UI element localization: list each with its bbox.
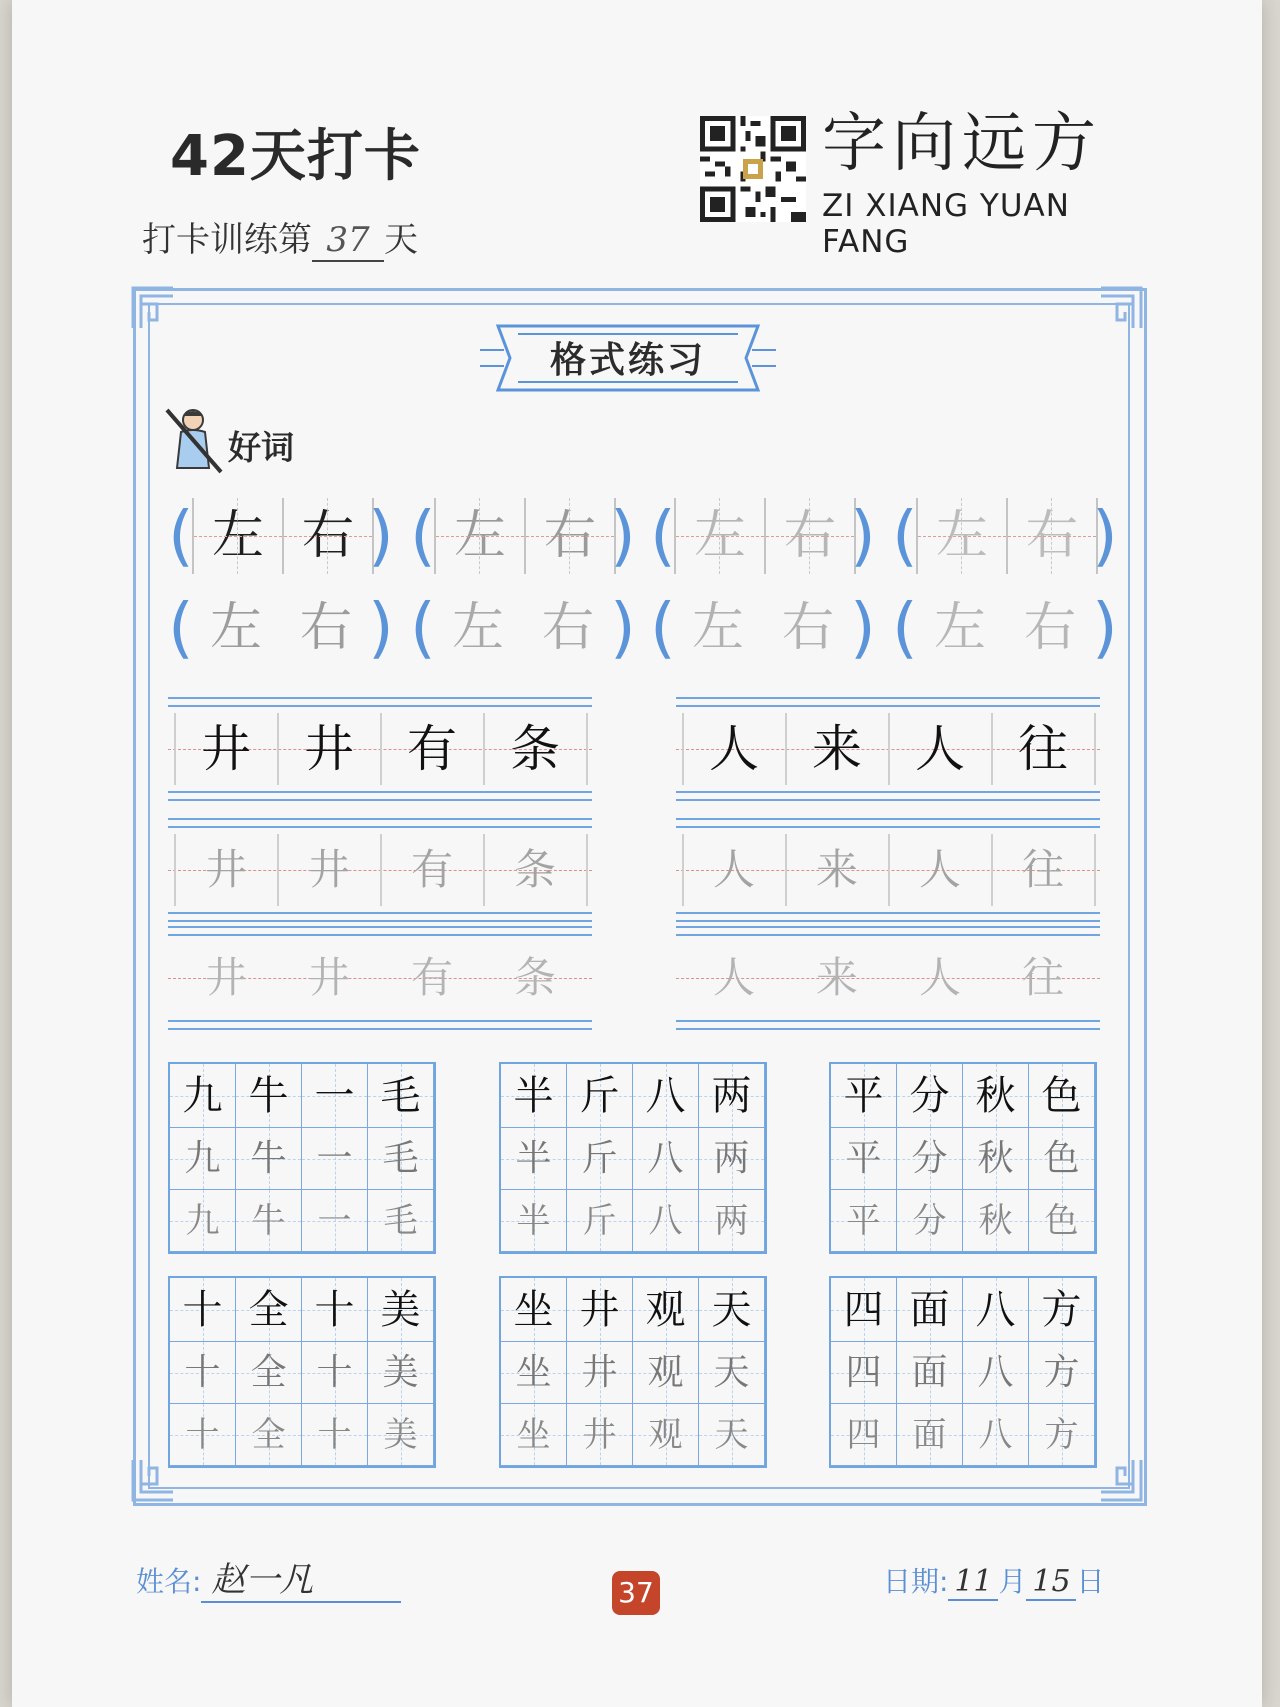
grid-cell bbox=[236, 1278, 302, 1342]
idiom-cell-divider bbox=[277, 834, 279, 906]
grid-char: 八 bbox=[975, 1287, 1016, 1333]
bracket-word bbox=[410, 589, 636, 670]
bracket-word bbox=[168, 589, 394, 670]
bracket-char: 右 bbox=[282, 498, 374, 574]
idiom-char: 有 bbox=[410, 953, 453, 1002]
idiom-char: 往 bbox=[1018, 720, 1068, 778]
idiom-cell-divider bbox=[991, 834, 993, 906]
idiom-cell-divider bbox=[174, 834, 176, 906]
grid-char: 天 bbox=[714, 1415, 749, 1455]
grid-cell bbox=[897, 1190, 963, 1252]
grid-char: 面 bbox=[911, 1352, 948, 1393]
grid-char: 两 bbox=[714, 1201, 749, 1241]
bracket-char: 右 bbox=[1006, 498, 1098, 574]
grid-cell bbox=[1029, 1190, 1095, 1252]
idiom-cell-divider bbox=[682, 713, 684, 785]
grid-char: 九 bbox=[182, 1073, 223, 1119]
grid-char: 分 bbox=[911, 1138, 948, 1179]
grid-cell bbox=[831, 1128, 897, 1190]
bracket-word bbox=[892, 589, 1118, 670]
grid-cell bbox=[699, 1278, 765, 1342]
grid-cell bbox=[963, 1128, 1029, 1190]
idiom-cell-divider bbox=[785, 834, 787, 906]
day-label: 日 bbox=[1076, 1565, 1105, 1598]
grid-cell bbox=[633, 1404, 699, 1466]
grid-cell bbox=[302, 1128, 368, 1190]
idiom-char: 井 bbox=[307, 845, 350, 894]
grid-cell bbox=[368, 1128, 434, 1190]
bracket-char: 右 bbox=[524, 498, 616, 574]
grid-char: 半 bbox=[513, 1073, 554, 1119]
grid-cell bbox=[368, 1404, 434, 1466]
idiom-cell-divider bbox=[1094, 834, 1096, 906]
idiom-cell-divider bbox=[682, 834, 684, 906]
grid-cell bbox=[699, 1128, 765, 1190]
grid-cell bbox=[1029, 1342, 1095, 1404]
grid-char: 八 bbox=[647, 1138, 684, 1179]
idiom-cell-divider bbox=[888, 834, 890, 906]
grid-cell bbox=[963, 1064, 1029, 1128]
close-paren: ) bbox=[850, 497, 876, 574]
grid-cell bbox=[633, 1190, 699, 1252]
grid-char: 全 bbox=[251, 1415, 286, 1455]
grid-char: 一 bbox=[317, 1201, 352, 1241]
idiom-cell-divider bbox=[991, 713, 993, 785]
grid-char: 十 bbox=[182, 1287, 223, 1333]
grid-cell bbox=[567, 1128, 633, 1190]
grid-char: 秋 bbox=[977, 1138, 1014, 1179]
grid-char: 半 bbox=[515, 1138, 552, 1179]
subheading-good-words: 好词 bbox=[228, 428, 294, 467]
grid-char: 九 bbox=[185, 1201, 220, 1241]
idiom-cell-divider bbox=[888, 713, 890, 785]
grid-cell bbox=[963, 1342, 1029, 1404]
bracket-char: 左 bbox=[434, 498, 526, 574]
grid-char: 九 bbox=[184, 1138, 221, 1179]
grid-cell bbox=[501, 1064, 567, 1128]
open-paren: ( bbox=[410, 497, 436, 574]
day-counter bbox=[142, 212, 418, 262]
grid-cell bbox=[633, 1128, 699, 1190]
grid-char: 秋 bbox=[975, 1073, 1016, 1119]
character-grid bbox=[829, 1276, 1097, 1468]
grid-char: 面 bbox=[909, 1287, 950, 1333]
bracket-char: 左 bbox=[691, 598, 744, 658]
grid-cell bbox=[302, 1342, 368, 1404]
idiom-char: 有 bbox=[407, 720, 457, 778]
idiom-char: 来 bbox=[815, 845, 858, 894]
character-grid bbox=[499, 1276, 767, 1468]
page-number-badge: 37 bbox=[612, 1571, 660, 1615]
grid-cell bbox=[831, 1064, 897, 1128]
brand-logo bbox=[822, 102, 1152, 260]
grid-char: 牛 bbox=[248, 1073, 289, 1119]
grid-char: 八 bbox=[645, 1073, 686, 1119]
idiom-cell-divider bbox=[483, 834, 485, 906]
open-paren: ( bbox=[168, 589, 194, 666]
grid-char: 美 bbox=[380, 1287, 421, 1333]
idiom-char: 人 bbox=[709, 720, 759, 778]
idiom-char: 往 bbox=[1021, 845, 1064, 894]
grid-cell bbox=[236, 1190, 302, 1252]
grid-char: 全 bbox=[248, 1287, 289, 1333]
open-paren: ( bbox=[892, 497, 918, 574]
grid-cell bbox=[170, 1128, 236, 1190]
section-title: 格式练习 bbox=[549, 340, 706, 381]
grid-char: 坐 bbox=[513, 1287, 554, 1333]
idiom-char: 井 bbox=[201, 720, 251, 778]
grid-cell bbox=[236, 1404, 302, 1466]
grid-cell bbox=[236, 1064, 302, 1128]
grid-char: 十 bbox=[317, 1415, 352, 1455]
grid-char: 八 bbox=[977, 1352, 1014, 1393]
grid-char: 方 bbox=[1041, 1287, 1082, 1333]
grid-char: 方 bbox=[1043, 1352, 1080, 1393]
grid-char: 色 bbox=[1043, 1138, 1080, 1179]
grid-char: 平 bbox=[845, 1138, 882, 1179]
grid-char: 全 bbox=[250, 1352, 287, 1393]
grid-cell bbox=[501, 1128, 567, 1190]
grid-char: 两 bbox=[713, 1138, 750, 1179]
close-paren: ) bbox=[610, 497, 636, 574]
grid-char: 秋 bbox=[978, 1201, 1013, 1241]
grid-cell bbox=[302, 1278, 368, 1342]
grid-char: 色 bbox=[1041, 1073, 1082, 1119]
idiom-char: 人 bbox=[918, 953, 961, 1002]
grid-cell bbox=[567, 1064, 633, 1128]
close-paren: ) bbox=[610, 589, 636, 666]
grid-cell bbox=[170, 1404, 236, 1466]
grid-cell bbox=[963, 1190, 1029, 1252]
grid-cell bbox=[368, 1064, 434, 1128]
grid-cell bbox=[501, 1404, 567, 1466]
grid-char: 分 bbox=[909, 1073, 950, 1119]
grid-char: 美 bbox=[383, 1415, 418, 1455]
date-label: 日期: bbox=[883, 1565, 949, 1598]
grid-cell bbox=[170, 1064, 236, 1128]
grid-cell bbox=[897, 1404, 963, 1466]
calligrapher-figure-icon bbox=[163, 406, 225, 476]
idiom-cell-divider bbox=[380, 713, 382, 785]
corner-ornament-icon bbox=[1099, 286, 1143, 330]
idiom-cell-divider bbox=[785, 713, 787, 785]
grid-cell bbox=[897, 1342, 963, 1404]
grid-cell bbox=[170, 1342, 236, 1404]
grid-cell bbox=[236, 1128, 302, 1190]
bracket-char: 左 bbox=[916, 498, 1008, 574]
name-label: 姓名: bbox=[136, 1565, 202, 1598]
grid-char: 一 bbox=[314, 1073, 355, 1119]
idiom-row bbox=[676, 705, 1100, 793]
idiom-char: 条 bbox=[510, 720, 560, 778]
grid-cell bbox=[699, 1404, 765, 1466]
idiom-char: 人 bbox=[712, 845, 755, 894]
idiom-cell-divider bbox=[174, 713, 176, 785]
grid-char: 坐 bbox=[515, 1352, 552, 1393]
grid-cell bbox=[567, 1342, 633, 1404]
grid-cell bbox=[501, 1278, 567, 1342]
grid-char: 斤 bbox=[579, 1073, 620, 1119]
page-title: 42天打卡 bbox=[170, 124, 421, 189]
bracket-char: 右 bbox=[764, 498, 856, 574]
grid-char: 四 bbox=[846, 1415, 881, 1455]
grid-cell bbox=[831, 1404, 897, 1466]
close-paren: ) bbox=[1092, 497, 1118, 574]
idiom-cell-divider bbox=[483, 713, 485, 785]
grid-cell bbox=[567, 1278, 633, 1342]
bracket-word bbox=[892, 497, 1118, 578]
idiom-char: 井 bbox=[204, 953, 247, 1002]
grid-cell bbox=[1029, 1278, 1095, 1342]
idiom-row bbox=[168, 934, 592, 1022]
idiom-cell-divider bbox=[1094, 713, 1096, 785]
idiom-char: 条 bbox=[513, 845, 556, 894]
grid-char: 四 bbox=[843, 1287, 884, 1333]
bracket-char: 左 bbox=[209, 598, 262, 658]
grid-char: 十 bbox=[314, 1287, 355, 1333]
bracket-char: 左 bbox=[192, 498, 284, 574]
grid-char: 井 bbox=[581, 1352, 618, 1393]
grid-cell bbox=[633, 1342, 699, 1404]
grid-char: 牛 bbox=[251, 1201, 286, 1241]
idiom-char: 条 bbox=[513, 953, 556, 1002]
open-paren: ( bbox=[650, 497, 676, 574]
idiom-char: 有 bbox=[410, 845, 453, 894]
grid-cell bbox=[831, 1190, 897, 1252]
grid-char: 观 bbox=[645, 1287, 686, 1333]
idiom-cell-divider bbox=[277, 713, 279, 785]
grid-cell bbox=[302, 1064, 368, 1128]
grid-cell bbox=[1029, 1128, 1095, 1190]
grid-cell bbox=[831, 1278, 897, 1342]
idiom-char: 井 bbox=[307, 953, 350, 1002]
grid-cell bbox=[170, 1190, 236, 1252]
idiom-cell-divider bbox=[586, 713, 588, 785]
grid-char: 观 bbox=[647, 1352, 684, 1393]
idiom-row bbox=[676, 934, 1100, 1022]
close-paren: ) bbox=[850, 589, 876, 666]
grid-cell bbox=[699, 1064, 765, 1128]
idiom-char: 井 bbox=[204, 845, 247, 894]
grid-cell bbox=[368, 1278, 434, 1342]
name-value: 赵一凡 bbox=[201, 1552, 401, 1603]
date-day: 15 bbox=[1026, 1564, 1076, 1601]
grid-char: 平 bbox=[846, 1201, 881, 1241]
name-field bbox=[136, 1552, 401, 1603]
grid-char: 斤 bbox=[581, 1138, 618, 1179]
grid-char: 坐 bbox=[516, 1415, 551, 1455]
brand-name-cn: 字向远方 bbox=[822, 107, 1102, 181]
bracket-char: 右 bbox=[1023, 598, 1076, 658]
grid-cell bbox=[501, 1342, 567, 1404]
idiom-char: 来 bbox=[815, 953, 858, 1002]
character-grid bbox=[829, 1062, 1097, 1254]
day-value: 37 bbox=[312, 220, 384, 262]
corner-ornament-icon bbox=[131, 286, 175, 330]
bracket-char: 左 bbox=[674, 498, 766, 574]
month-label: 月 bbox=[998, 1565, 1027, 1598]
day-suffix: 天 bbox=[384, 220, 418, 260]
close-paren: ) bbox=[1092, 589, 1118, 666]
bracket-char: 右 bbox=[299, 598, 352, 658]
grid-cell bbox=[501, 1190, 567, 1252]
grid-cell bbox=[170, 1278, 236, 1342]
idiom-row bbox=[168, 705, 592, 793]
idiom-char: 往 bbox=[1021, 953, 1064, 1002]
grid-cell bbox=[633, 1278, 699, 1342]
idiom-row bbox=[676, 826, 1100, 914]
grid-cell bbox=[633, 1064, 699, 1128]
grid-cell bbox=[897, 1278, 963, 1342]
idiom-cell-divider bbox=[586, 834, 588, 906]
grid-cell bbox=[368, 1190, 434, 1252]
grid-char: 牛 bbox=[250, 1138, 287, 1179]
grid-char: 两 bbox=[711, 1073, 752, 1119]
grid-cell bbox=[236, 1342, 302, 1404]
character-grid bbox=[168, 1062, 436, 1254]
grid-char: 面 bbox=[912, 1415, 947, 1455]
grid-cell bbox=[1029, 1404, 1095, 1466]
grid-char: 天 bbox=[713, 1352, 750, 1393]
brand-name-en: ZI XIANG YUAN FANG bbox=[822, 188, 1070, 260]
bracket-word bbox=[168, 497, 394, 578]
idiom-char: 人 bbox=[918, 845, 961, 894]
grid-char: 一 bbox=[316, 1138, 353, 1179]
grid-char: 井 bbox=[579, 1287, 620, 1333]
grid-cell bbox=[963, 1404, 1029, 1466]
grid-char: 十 bbox=[316, 1352, 353, 1393]
grid-char: 四 bbox=[845, 1352, 882, 1393]
grid-char: 半 bbox=[516, 1201, 551, 1241]
idiom-char: 来 bbox=[812, 720, 862, 778]
grid-cell bbox=[699, 1342, 765, 1404]
idiom-cell-divider bbox=[380, 834, 382, 906]
close-paren: ) bbox=[368, 589, 394, 666]
grid-char: 美 bbox=[382, 1352, 419, 1393]
grid-cell bbox=[897, 1128, 963, 1190]
grid-char: 毛 bbox=[383, 1201, 418, 1241]
grid-char: 十 bbox=[185, 1415, 220, 1455]
grid-cell bbox=[1029, 1064, 1095, 1128]
character-grid bbox=[499, 1062, 767, 1254]
grid-char: 毛 bbox=[380, 1073, 421, 1119]
grid-cell bbox=[831, 1342, 897, 1404]
idiom-row bbox=[168, 826, 592, 914]
bracket-char: 右 bbox=[541, 598, 594, 658]
grid-char: 斤 bbox=[582, 1201, 617, 1241]
grid-cell bbox=[302, 1404, 368, 1466]
grid-cell bbox=[963, 1278, 1029, 1342]
grid-cell bbox=[368, 1342, 434, 1404]
corner-ornament-icon bbox=[1099, 1458, 1143, 1502]
open-paren: ( bbox=[168, 497, 194, 574]
grid-char: 方 bbox=[1044, 1415, 1079, 1455]
grid-char: 八 bbox=[648, 1201, 683, 1241]
grid-cell bbox=[897, 1064, 963, 1128]
grid-cell bbox=[567, 1404, 633, 1466]
character-grid bbox=[168, 1276, 436, 1468]
grid-char: 平 bbox=[843, 1073, 884, 1119]
bracket-word bbox=[410, 497, 636, 578]
bracket-char: 右 bbox=[781, 598, 834, 658]
open-paren: ( bbox=[410, 589, 436, 666]
grid-char: 十 bbox=[184, 1352, 221, 1393]
idiom-char: 井 bbox=[304, 720, 354, 778]
bracket-char: 左 bbox=[451, 598, 504, 658]
idiom-char: 人 bbox=[712, 953, 755, 1002]
date-month: 11 bbox=[948, 1564, 998, 1601]
idiom-char: 人 bbox=[915, 720, 965, 778]
day-prefix: 打卡训练第 bbox=[142, 220, 312, 260]
grid-char: 分 bbox=[912, 1201, 947, 1241]
grid-cell bbox=[699, 1190, 765, 1252]
bracket-word bbox=[650, 589, 876, 670]
grid-char: 井 bbox=[582, 1415, 617, 1455]
grid-char: 毛 bbox=[382, 1138, 419, 1179]
qr-code-icon bbox=[700, 113, 806, 225]
close-paren: ) bbox=[368, 497, 394, 574]
bracket-word bbox=[650, 497, 876, 578]
grid-char: 天 bbox=[711, 1287, 752, 1333]
date-field bbox=[883, 1560, 1104, 1601]
grid-cell bbox=[302, 1190, 368, 1252]
grid-char: 观 bbox=[648, 1415, 683, 1455]
bracket-char: 左 bbox=[933, 598, 986, 658]
grid-char: 八 bbox=[978, 1415, 1013, 1455]
grid-char: 色 bbox=[1044, 1201, 1079, 1241]
open-paren: ( bbox=[892, 589, 918, 666]
grid-cell bbox=[567, 1190, 633, 1252]
open-paren: ( bbox=[650, 589, 676, 666]
